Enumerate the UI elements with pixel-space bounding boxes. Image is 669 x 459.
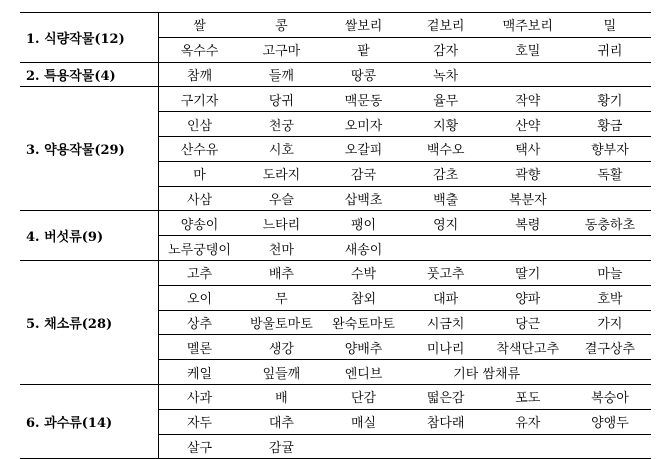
crop-item: 떫은감: [405, 384, 487, 409]
crop-item: [569, 434, 651, 459]
crop-item: 상추: [158, 310, 240, 335]
crop-item: [569, 62, 651, 87]
crop-item: 매실: [322, 409, 404, 434]
category-label: 4. 버섯류(9): [20, 211, 158, 261]
crop-item: 양파: [487, 285, 569, 310]
crop-item: 쌀: [158, 13, 240, 38]
crop-item: 맥문동: [322, 87, 404, 112]
crop-item: 참다래: [405, 409, 487, 434]
category-label: 6. 과수류(14): [20, 384, 158, 458]
crop-item: 양송이: [158, 211, 240, 236]
category-label: 1. 식량작물(12): [20, 13, 158, 63]
crop-item: 복숭아: [569, 384, 651, 409]
crop-item: 귀리: [569, 37, 651, 62]
crop-item: 맥주보리: [487, 13, 569, 38]
crop-item: 딸기: [487, 260, 569, 285]
crop-item: 완숙토마토: [322, 310, 404, 335]
table-row: [20, 384, 651, 409]
crop-item: 천마: [240, 236, 322, 261]
crop-item: 콩: [240, 13, 322, 38]
crop-item: 향부자: [569, 136, 651, 161]
crop-item: 녹차: [405, 62, 487, 87]
crop-item: 우슬: [240, 186, 322, 211]
crop-item: [569, 186, 651, 211]
crop-item: 배: [240, 384, 322, 409]
crop-item: 참외: [322, 285, 404, 310]
crop-item: 생강: [240, 335, 322, 360]
crop-item: 팽이: [322, 211, 404, 236]
crop-item: [569, 236, 651, 261]
crop-item: 유자: [487, 409, 569, 434]
table-row: [20, 260, 651, 285]
crop-item: [405, 434, 487, 459]
crop-item: 단감: [322, 384, 404, 409]
crop-item: 시금치: [405, 310, 487, 335]
crop-item: 호박: [569, 285, 651, 310]
crop-item: 독활: [569, 161, 651, 186]
crop-item: 방울토마토: [240, 310, 322, 335]
category-label: 2. 특용작물(4): [20, 62, 158, 87]
crop-item: 살구: [158, 434, 240, 459]
crop-item: [487, 236, 569, 261]
crop-item: 포도: [487, 384, 569, 409]
crop-item: 황기: [569, 87, 651, 112]
crop-item: 겉보리: [405, 13, 487, 38]
crop-item: 고구마: [240, 37, 322, 62]
crop-item: 곽향: [487, 161, 569, 186]
category-label: 3. 약용작물(29): [20, 87, 158, 211]
crop-item: 시호: [240, 136, 322, 161]
crop-item: 영지: [405, 211, 487, 236]
crop-item: 고추: [158, 260, 240, 285]
crop-item: 옥수수: [158, 37, 240, 62]
crop-item: 작약: [487, 87, 569, 112]
crop-item: 자두: [158, 409, 240, 434]
crop-item: 대파: [405, 285, 487, 310]
crop-item: 백수오: [405, 136, 487, 161]
crop-item: 들깨: [240, 62, 322, 87]
crop-item: 가지: [569, 310, 651, 335]
crop-item: 밀: [569, 13, 651, 38]
crop-item: 당근: [487, 310, 569, 335]
crop-item: 백출: [405, 186, 487, 211]
crop-item: 오미자: [322, 112, 404, 137]
crop-item: 멜론: [158, 335, 240, 360]
crop-item: 엔디브: [322, 360, 404, 385]
crop-item: 호밀: [487, 37, 569, 62]
crop-item: 미나리: [405, 335, 487, 360]
crop-item: 쌀보리: [322, 13, 404, 38]
crop-item: [322, 434, 404, 459]
crop-item: 새송이: [322, 236, 404, 261]
table-body: [20, 13, 651, 459]
table-row: [20, 87, 651, 112]
crop-item: 복령: [487, 211, 569, 236]
crop-item: 인삼: [158, 112, 240, 137]
category-label: 5. 채소류(28): [20, 260, 158, 384]
crop-item: 풋고추: [405, 260, 487, 285]
crop-item: 산약: [487, 112, 569, 137]
crop-item: 팥: [322, 37, 404, 62]
crop-item: 구기자: [158, 87, 240, 112]
crop-item: 당귀: [240, 87, 322, 112]
crop-item: 산수유: [158, 136, 240, 161]
crop-item: 감자: [405, 37, 487, 62]
crop-item: 대추: [240, 409, 322, 434]
crop-item: 기타 쌈채류: [405, 360, 569, 385]
crop-item: 느타리: [240, 211, 322, 236]
crop-item: 배추: [240, 260, 322, 285]
crop-item: 착색단고추: [487, 335, 569, 360]
crop-item: 양앵두: [569, 409, 651, 434]
crop-item: 땅콩: [322, 62, 404, 87]
crop-item: 도라지: [240, 161, 322, 186]
crop-item: 율무: [405, 87, 487, 112]
crop-item: 결구상추: [569, 335, 651, 360]
table-row: [20, 62, 651, 87]
crop-item: [487, 434, 569, 459]
crop-item: 천궁: [240, 112, 322, 137]
table-row: [20, 211, 651, 236]
crop-item: 오이: [158, 285, 240, 310]
crop-item: 사삼: [158, 186, 240, 211]
crop-item: 사과: [158, 384, 240, 409]
crop-item: 참깨: [158, 62, 240, 87]
crop-item: 삽백초: [322, 186, 404, 211]
crop-item: [487, 62, 569, 87]
crop-item: 수박: [322, 260, 404, 285]
crop-item: 감초: [405, 161, 487, 186]
crop-item: 노루궁뎅이: [158, 236, 240, 261]
crop-item: 양배추: [322, 335, 404, 360]
crop-item: 황금: [569, 112, 651, 137]
crop-item: [569, 360, 651, 385]
crop-item: 지황: [405, 112, 487, 137]
crop-item: 감귤: [240, 434, 322, 459]
crop-item: 마늘: [569, 260, 651, 285]
table-row: [20, 13, 651, 38]
crop-item: 오갈피: [322, 136, 404, 161]
crop-item: 무: [240, 285, 322, 310]
crop-item: 동충하초: [569, 211, 651, 236]
crop-item: 감국: [322, 161, 404, 186]
crop-item: 잎들깨: [240, 360, 322, 385]
crop-item: [405, 236, 487, 261]
crop-item: 마: [158, 161, 240, 186]
crop-item: 케일: [158, 360, 240, 385]
crop-item: 복분자: [487, 186, 569, 211]
crop-item: 택사: [487, 136, 569, 161]
crop-category-table: [20, 12, 651, 459]
